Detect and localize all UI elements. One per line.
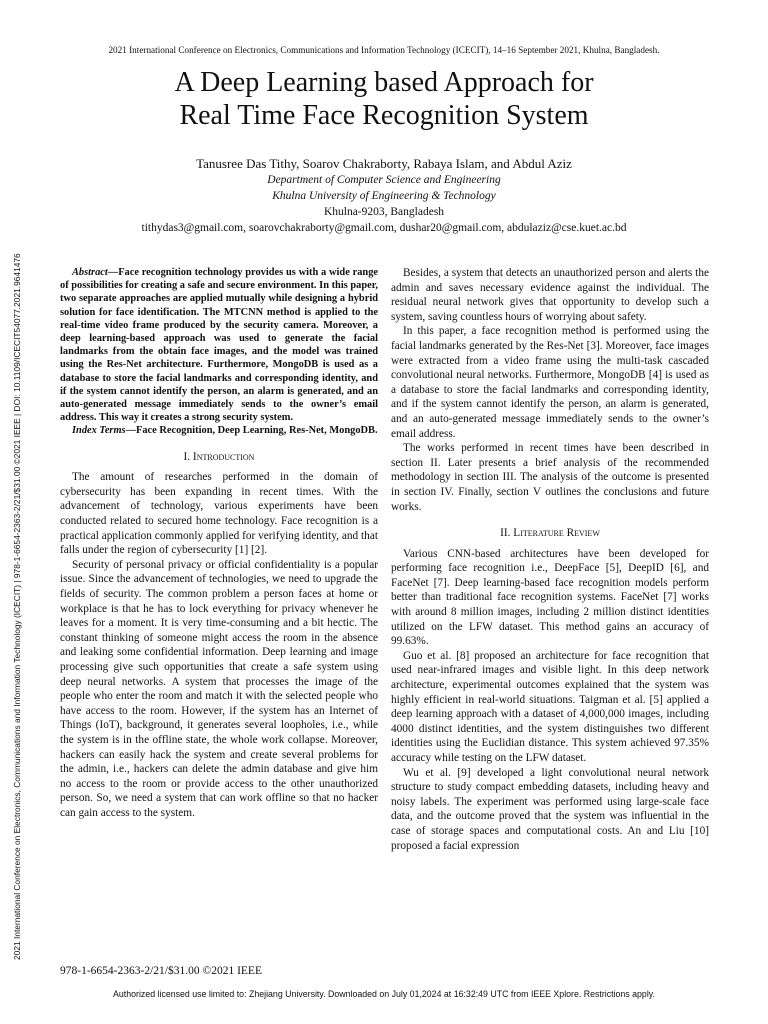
- body-paragraph: The amount of researches performed in the domain of cybersecurity has been expanding in recent times. With the advancement of technology, various experiments have been conducted related to secured home technology. Face recognition is a practical application commonly applied for verifying identity, and that falls under the region of cybersecurity [1] [2].: [60, 471, 378, 557]
- author-list: Tanusree Das Tithy, Soarov Chakraborty, Rabaya Islam, and Abdul Aziz: [196, 156, 572, 171]
- body-paragraph: Various CNN-based architectures have been developed for performing face recognition i.e., DeepFace [5], DeepID [6], and FaceNet [7]. Deep learning-based face recognition models perform better than traditional face recognition systems. FaceNet [7] works with around 8 million images, including 2 million distinct identities utilized on the LFW dataset. This method gains an accuracy of 99.63%.: [391, 547, 709, 648]
- index-terms: [60, 424, 378, 437]
- body-paragraph: Besides, a system that detects an unauthorized person and alerts the admin and saves necessary evidence against the individual. The residual neural network gives that opportunity to develop such a system, saving countless hours of worrying about safety.: [391, 267, 709, 323]
- section-heading-introduction: I. Introduction: [183, 450, 255, 463]
- left-column: [60, 266, 378, 820]
- license-footer: Authorized licensed use limited to: Zhejiang University. Downloaded on July 01,2024 at 16:32:49 UTC from IEEE Xplore. Restrictions apply.: [113, 989, 655, 999]
- title-line-2: Real Time Face Recognition System: [179, 100, 589, 131]
- right-column: [391, 266, 709, 853]
- body-paragraph: Wu et al. [9] developed a light convolutional neural network structure to study compact embedding datasets, including heavy and noisy labels. The experiment was performed using large-scale face data, and the outcome proved that the system was influential in the case of storage spaces and computational costs. An and Liu [10] proposed a facial expression: [391, 766, 709, 852]
- title-line-1: A Deep Learning based Approach for: [174, 67, 594, 98]
- affiliation-university: Khulna University of Engineering & Technology: [272, 190, 496, 202]
- affiliation-city: Khulna-9203, Bangladesh: [323, 206, 445, 218]
- abstract-label: Abstract: [72, 267, 108, 278]
- abstract: [60, 266, 378, 424]
- index-terms-text: —Face Recognition, Deep Learning, Res-Net, MongoDB.: [125, 425, 378, 437]
- body-paragraph: Guo et al. [8] proposed an architecture for face recognition that used near-infrared images and visible light. In this deep network architecture, experimental outcomes explained that the system was highly efficient in real-world situations. Taigman et al. [5] applied a deep learning approach with a dataset of 4,000,000 images, including 4000 distinct identities, and the system distinguishes two different identities using the Euclidian distance. This system achieved 97.35% accuracy while testing on the LFW dataset.: [391, 649, 709, 764]
- body-paragraph: The works performed in recent times have been described in section II. Later presents a brief analysis of the recommended methodology in section III. The analysis of the outcome is presented in section IV. Finally, section V outlines the conclusions and future works.: [391, 442, 709, 513]
- body-paragraph: Security of personal privacy or official confidentiality is a popular issue. Since the advancement of technologies, we need to upgrade the fields of security. The common problem a person faces at home or workplace is that he has to lock everything for privacy whenever he leaves for a moment. It is very time-consuming and a bit hectic. The constant thinking of someone might access the room in the absence and leaking some confidential information. Deep learning and image processing give such opportunities that create a safe system using deep neural networks. A system that processes the image of the people who enter the room and match it with the selected people who have access to the room. However, if the system has an Internet of Things (IoT), background, it generates several loopholes, i.e., while the system is in the offline state, the whole work collapse. Moreover, hackers can easily hack the system and create several problems for the admin, i.e., hackers can delete the admin database and give him no access to the room or provide access to the other unauthorized person. So, we need a system that can work offline so that no hacker can gain access to the system.: [60, 558, 378, 819]
- index-terms-label: Index Terms: [72, 425, 126, 437]
- isbn-copyright: 978-1-6654-2363-2/21/$31.00 ©2021 IEEE: [60, 965, 262, 977]
- section-heading-literature-review: II. Literature Review: [500, 527, 600, 540]
- author-emails: tithydas3@gmail.com, soarovchakraborty@gmail.com, dushar20@gmail.com, abdulaziz@cse.kuet.ac.bd: [141, 222, 627, 234]
- affiliation-department: Department of Computer Science and Engineering: [267, 174, 501, 186]
- abstract-text: —Face recognition technology provides us with a wide range of possibilities for creating a safe and secure environment. In this paper, two separate approaches are applied mutually while designing a hybrid solution for face identification. The MTCNN method is applied to the real-time video frame produced by the security camera. Moreover, a deep learning-based approach was used to generate the facial landmarks from the obtain face images, and the model was trained using the Res-Net architecture. Furthermore, MongoDB is used as a database to store the facial landmarks and corresponding identity, and if the system cannot identify the person, an alarm is generated, and an auto-generated message immediately sends to the owner’s email address. This way it creates a strong security system.: [60, 267, 378, 424]
- side-citation-note: 2021 International Conference on Electronics, Communications and Information Technology (ICECIT) | 978-1-6654-2363-2/21/$31.00 ©2021 IEEE | DOI: 10.1109/ICECIT54077.2021.9641476: [12, 253, 22, 960]
- conference-header: 2021 International Conference on Electronics, Communications and Information Technology (ICECIT), 14–16 September 2021, Khulna, Bangladesh.: [108, 45, 660, 55]
- paper-title: [0, 66, 768, 132]
- body-paragraph: In this paper, a face recognition method is performed using the facial landmarks generated by the Res-Net [3]. Moreover, face images were extracted from a video frame using the multi-task cascaded convolutional neural networks. Furthermore, MongoDB [4] is used as a database to store the facial landmarks and corresponding identity, and if the system cannot identify the person, an alarm is generated, and an auto-generated message immediately sends to the owner’s email address.: [391, 325, 709, 440]
